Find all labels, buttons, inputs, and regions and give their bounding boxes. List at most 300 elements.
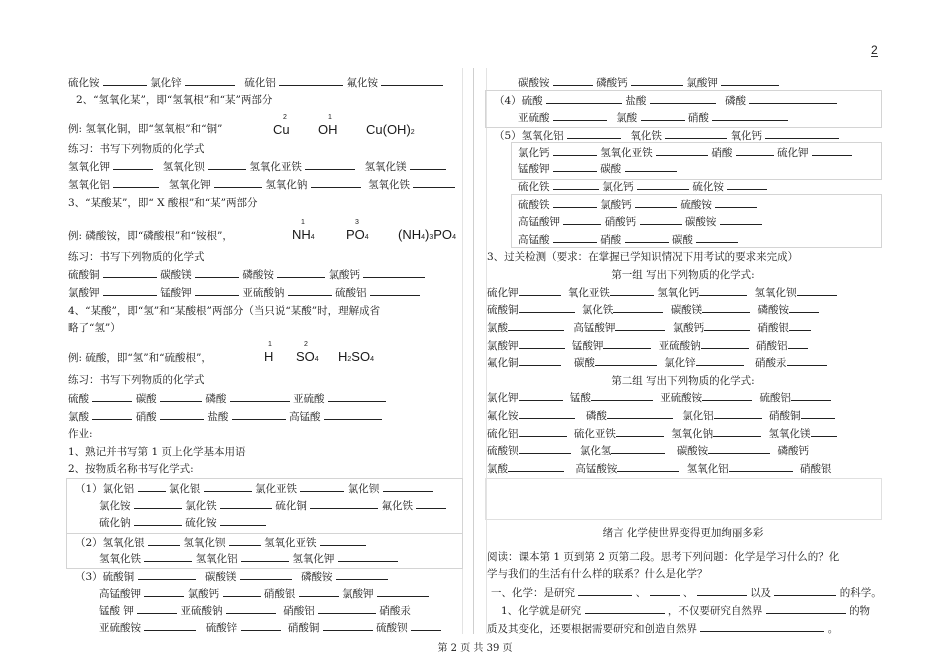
label: 硫化铝	[244, 77, 276, 89]
answer-blank[interactable]	[92, 409, 132, 420]
label: 高锰酸铵	[575, 463, 618, 475]
subscript: 3	[429, 234, 434, 241]
answer-blank[interactable]	[811, 426, 837, 437]
label: 亚硫酸钠	[180, 605, 223, 617]
grp2-row-1	[487, 390, 831, 404]
homework-item-1: 1、熟记并书写第 1 页上化学基本用语	[68, 446, 246, 458]
answer-blank[interactable]	[324, 409, 382, 420]
subscript: 4	[314, 356, 319, 363]
answer-blank[interactable]	[650, 585, 680, 596]
text: 、	[682, 587, 694, 599]
formula-oh: OH	[318, 122, 338, 137]
text: (NH	[398, 227, 422, 242]
answer-blank[interactable]	[635, 197, 677, 208]
label: 硝酸铜	[287, 622, 320, 634]
label: 磷酸	[725, 95, 747, 107]
answer-blank[interactable]	[595, 355, 657, 366]
answer-blank[interactable]	[615, 320, 665, 331]
label: 氯化氢	[579, 445, 612, 457]
section-3-title: 3、过关检测（要求：在掌握已学知识情况下用考试的要求来完成）	[487, 251, 799, 263]
answer-blank[interactable]	[801, 408, 835, 419]
answer-blank[interactable]	[240, 569, 292, 580]
text: SO	[296, 349, 315, 364]
group-2-title: 第二组 写出下列物质的化学式:	[611, 375, 755, 387]
answer-blank[interactable]	[519, 338, 565, 349]
answer-blank[interactable]	[144, 586, 184, 597]
label: 磷酸	[205, 393, 227, 405]
label: 碳酸铵	[518, 77, 550, 89]
label: 碳酸铵	[676, 445, 709, 457]
answer-blank[interactable]	[232, 409, 286, 420]
label: 硝酸银	[263, 588, 296, 600]
formula-h: H	[264, 349, 274, 364]
subscript: 4	[421, 234, 426, 241]
label: 亚硫酸钠	[242, 287, 285, 299]
label: 氢氧化钠	[265, 179, 308, 191]
section-4-title-cont: 略了“氢”）	[68, 322, 121, 334]
answer-blank[interactable]	[567, 128, 621, 139]
label: 磷酸铵	[757, 304, 790, 316]
answer-blank[interactable]	[789, 320, 811, 331]
answer-blank[interactable]	[700, 621, 824, 632]
label: 硝酸	[711, 147, 733, 159]
s3-row-1	[68, 267, 425, 281]
label: 硫酸钡	[376, 622, 408, 634]
label: 锰酸钾	[518, 163, 550, 175]
homework-label: 作业:	[68, 428, 93, 440]
nh4-valence: 1	[301, 219, 305, 226]
label: 氟化铵	[487, 410, 519, 422]
g5-row-7	[518, 232, 738, 246]
answer-blank[interactable]	[519, 426, 567, 437]
label: 磷酸铵	[301, 571, 333, 583]
answer-blank[interactable]	[729, 461, 793, 472]
answer-blank[interactable]	[185, 75, 235, 86]
answer-blank[interactable]	[214, 177, 262, 188]
g5-row-3	[518, 161, 677, 175]
label: 氢氧化钾	[292, 553, 335, 565]
answer-blank[interactable]	[553, 110, 607, 121]
answer-blank[interactable]	[288, 285, 332, 296]
subscript: 4	[310, 234, 315, 241]
answer-blank[interactable]	[704, 320, 750, 331]
label: 氢氧化镁	[768, 428, 811, 440]
answer-blank[interactable]	[411, 620, 441, 631]
label: 亚硫酸	[293, 393, 325, 405]
answer-blank[interactable]	[591, 390, 653, 401]
answer-blank[interactable]	[508, 320, 564, 331]
answer-blank[interactable]	[338, 551, 398, 562]
answer-blank[interactable]	[721, 75, 779, 86]
answer-blank[interactable]	[160, 391, 202, 402]
answer-blank[interactable]	[241, 551, 289, 562]
label: 硫酸	[68, 393, 89, 405]
g5-row-6	[518, 214, 762, 228]
label: 氧化钙	[730, 130, 763, 142]
label: 氢氧化钙	[657, 287, 700, 299]
answer-blank[interactable]	[144, 620, 196, 631]
answer-blank[interactable]	[223, 586, 261, 597]
answer-blank[interactable]	[383, 481, 433, 492]
answer-blank[interactable]	[416, 498, 446, 509]
label: 氧化铁	[630, 130, 662, 142]
label: （5）氢氧化铝	[494, 130, 564, 142]
g2-row-1	[75, 535, 366, 549]
answer-blank[interactable]	[137, 603, 177, 614]
answer-blank[interactable]	[279, 75, 343, 86]
label: 硫化亚铁	[573, 428, 616, 440]
g5-row-1	[494, 128, 839, 142]
answer-blank[interactable]	[720, 214, 762, 225]
label: 碳酸铵	[684, 216, 717, 228]
answer-blank[interactable]	[311, 177, 361, 188]
label: 氢氧化亚铁	[600, 147, 653, 159]
label: 氯化钾	[487, 392, 519, 404]
text: 一、化学：是研究	[491, 587, 575, 599]
answer-blank[interactable]	[148, 535, 180, 546]
answer-blank[interactable]	[546, 93, 622, 104]
grp1-row-3	[487, 320, 811, 334]
answer-blank[interactable]	[625, 232, 669, 243]
answer-blank[interactable]	[553, 179, 599, 190]
label: 硝酸铝	[756, 340, 788, 352]
answer-blank[interactable]	[797, 285, 837, 296]
answer-blank[interactable]	[519, 443, 571, 454]
label: 锰酸	[569, 392, 591, 404]
label: 高锰酸	[518, 234, 550, 246]
answer-blank[interactable]	[519, 390, 563, 401]
s4-row-1	[68, 391, 386, 405]
label: 硝酸	[600, 234, 622, 246]
answer-blank[interactable]	[553, 161, 597, 172]
answer-blank[interactable]	[377, 586, 429, 597]
label: 磷酸	[585, 410, 607, 422]
answer-blank[interactable]	[736, 145, 774, 156]
label: 氯酸钾	[686, 77, 718, 89]
answer-blank[interactable]	[553, 75, 593, 86]
answer-blank[interactable]	[791, 390, 831, 401]
label: 氢氧化钡	[183, 537, 226, 549]
text: PO	[433, 227, 453, 242]
answer-blank[interactable]	[318, 603, 376, 614]
label: 碳酸镁	[160, 269, 192, 281]
label: 硫酸铵	[680, 199, 712, 211]
label: 硫酸铝	[759, 392, 792, 404]
s2-row-2	[68, 177, 455, 191]
answer-blank[interactable]	[103, 75, 147, 86]
label: 锰酸钾	[571, 340, 604, 352]
section-4-title: 4、“某酸”，即“氢”和“某酸根”两部分（当只说“某酸”时，理解成省	[68, 305, 381, 317]
answer-blank[interactable]	[113, 177, 159, 188]
label: 氢氧化钾	[168, 179, 211, 191]
h-valence: 1	[268, 341, 272, 348]
answer-blank[interactable]	[138, 481, 166, 492]
label: 硝酸银	[757, 322, 790, 334]
text: SO	[351, 349, 371, 364]
answer-blank[interactable]	[563, 214, 601, 225]
label: 盐酸	[207, 411, 229, 423]
answer-blank[interactable]	[519, 408, 575, 419]
practice-label: 练习：书写下列物质的化学式	[68, 143, 205, 155]
answer-blank[interactable]	[370, 285, 420, 296]
answer-blank[interactable]	[363, 267, 425, 278]
answer-blank[interactable]	[812, 145, 852, 156]
answer-blank[interactable]	[310, 498, 378, 509]
question-1	[491, 585, 882, 599]
answer-blank[interactable]	[774, 585, 836, 596]
oh-valence: 1	[328, 114, 332, 121]
answer-blank[interactable]	[696, 232, 738, 243]
answer-blank[interactable]	[766, 603, 846, 614]
label: 氯酸钾	[487, 340, 519, 352]
subscript: 2	[410, 129, 415, 136]
answer-blank[interactable]	[413, 177, 455, 188]
label: 锰酸钾	[160, 287, 192, 299]
answer-blank[interactable]	[220, 498, 272, 509]
text: ，不仅要研究自然界	[667, 605, 763, 617]
answer-blank[interactable]	[637, 179, 689, 190]
label: 磷酸钙	[596, 77, 628, 89]
label: 氢氧化铝	[68, 179, 110, 191]
answer-blank[interactable]	[138, 569, 196, 580]
answer-blank[interactable]	[610, 285, 654, 296]
answer-blank[interactable]	[305, 159, 355, 170]
grp1-row-2	[487, 302, 819, 316]
answer-blank[interactable]	[713, 426, 761, 437]
label: 氯化钙	[602, 181, 634, 193]
answer-blank[interactable]	[603, 338, 651, 349]
label: 氯酸	[616, 112, 638, 124]
answer-blank[interactable]	[410, 159, 446, 170]
answer-blank[interactable]	[625, 161, 677, 172]
homework-item-2: 2、按物质名称书写化学式:	[68, 463, 194, 475]
label: 氯酸钾	[342, 588, 374, 600]
answer-blank[interactable]	[323, 620, 373, 631]
text: H	[338, 349, 348, 364]
answer-blank[interactable]	[553, 197, 597, 208]
label: 硫化铜	[275, 500, 307, 512]
label: 氟化铵	[346, 77, 379, 89]
blank-box	[485, 478, 882, 520]
g1-row-1	[75, 481, 433, 495]
label: 氯化钡	[347, 483, 380, 495]
answer-blank[interactable]	[640, 214, 682, 225]
label: 盐酸	[625, 95, 647, 107]
answer-blank[interactable]	[195, 267, 239, 278]
label: 氢氧化铝	[686, 463, 729, 475]
answer-blank[interactable]	[230, 391, 290, 402]
answer-blank[interactable]	[788, 338, 808, 349]
answer-blank[interactable]	[607, 408, 673, 419]
label: 硫化铝	[487, 428, 519, 440]
answer-blank[interactable]	[208, 159, 246, 170]
label: （3）硫酸铜	[75, 571, 135, 583]
label: 氢氧化钡	[754, 287, 797, 299]
answer-blank[interactable]	[300, 481, 344, 492]
practice-label: 练习：书写下列物质的化学式	[68, 251, 205, 263]
label: 氢氧化亚铁	[264, 537, 317, 549]
label: 氢氧化钠	[671, 428, 714, 440]
label: 氢氧化亚铁	[249, 161, 302, 173]
label: 氯化锌	[664, 357, 696, 369]
answer-blank[interactable]	[92, 391, 132, 402]
answer-blank[interactable]	[702, 302, 750, 313]
label: 亚硫酸	[518, 112, 550, 124]
section-4-example: 例: 硫酸，即“氢”和“硫酸根”，	[68, 352, 212, 364]
label: 硫酸铜	[487, 304, 519, 316]
answer-blank[interactable]	[787, 355, 827, 366]
answer-blank[interactable]	[134, 515, 182, 526]
answer-blank[interactable]	[519, 355, 561, 366]
label: 碳酸	[135, 393, 157, 405]
text: NH	[292, 227, 311, 242]
answer-blank[interactable]	[277, 267, 325, 278]
subscript: 4	[364, 234, 369, 241]
formula-nh4	[292, 227, 315, 242]
subscript: 4	[452, 234, 456, 241]
label: 氯化银	[168, 483, 201, 495]
formula-cuoh2	[366, 122, 415, 137]
label: 硫化铁	[518, 181, 550, 193]
intro-title: 绪言 化学使世界变得更加绚丽多彩	[602, 527, 764, 539]
text: 1、化学就是研究	[501, 605, 582, 617]
answer-blank[interactable]	[613, 302, 663, 313]
answer-blank[interactable]	[617, 461, 679, 472]
label: 硝酸汞	[755, 357, 787, 369]
label: （4）硫酸	[494, 95, 543, 107]
answer-blank[interactable]	[714, 408, 762, 419]
formula-so4	[296, 349, 319, 364]
label: 氢氧化铝	[195, 553, 238, 565]
answer-blank[interactable]	[519, 285, 561, 296]
formula-h2so4	[338, 349, 374, 364]
answer-blank[interactable]	[789, 302, 819, 313]
answer-blank[interactable]	[702, 390, 752, 401]
answer-blank[interactable]	[701, 338, 749, 349]
answer-blank[interactable]	[134, 498, 182, 509]
answer-blank[interactable]	[749, 93, 837, 104]
left-row-1	[68, 75, 443, 89]
label: 硝酸	[135, 411, 157, 423]
label: 硝酸银	[800, 463, 832, 475]
answer-blank[interactable]	[160, 409, 204, 420]
label: 氟化铜	[487, 357, 519, 369]
label: 碳酸	[573, 357, 595, 369]
answer-blank[interactable]	[103, 285, 157, 296]
g5-row-5	[518, 197, 757, 211]
section-2-title: 2、“氢氧化某”，即“氢氧根”和“某”两部分	[76, 94, 273, 106]
answer-blank[interactable]	[381, 75, 443, 86]
answer-blank[interactable]	[241, 620, 281, 631]
g3-row-1	[75, 569, 388, 583]
g5-row-2	[518, 145, 852, 159]
answer-blank[interactable]	[578, 585, 632, 596]
page-number: 2	[871, 43, 878, 57]
text: Cu(OH)	[366, 122, 411, 137]
answer-blank[interactable]	[765, 128, 839, 139]
answer-blank[interactable]	[220, 515, 266, 526]
text: 。	[827, 623, 839, 635]
answer-blank[interactable]	[585, 603, 665, 614]
label: 硫化铵	[185, 517, 217, 529]
practice-label: 练习：书写下列物质的化学式	[68, 374, 205, 386]
label: 氟化铁	[381, 500, 414, 512]
g3-row-4	[99, 620, 441, 634]
label: 氧化亚铁	[567, 287, 610, 299]
question-1-1	[501, 603, 870, 617]
label: 硫化铵	[68, 77, 100, 89]
answer-blank[interactable]	[697, 585, 747, 596]
answer-blank[interactable]	[611, 443, 665, 454]
label: 氯酸	[487, 463, 508, 475]
g3-row-2	[99, 586, 429, 600]
answer-blank[interactable]	[715, 197, 757, 208]
answer-blank[interactable]	[508, 461, 564, 472]
section-3-title: 3、“某酸某”，即“ X 酸根”和“某”两部分	[68, 197, 258, 209]
formula-nh4-3-po4	[398, 227, 456, 242]
answer-blank[interactable]	[553, 232, 597, 243]
answer-blank[interactable]	[229, 535, 261, 546]
label: 磷酸铵	[242, 269, 274, 281]
answer-blank[interactable]	[195, 285, 239, 296]
answer-blank[interactable]	[113, 159, 153, 170]
answer-blank[interactable]	[616, 426, 664, 437]
answer-blank[interactable]	[727, 179, 767, 190]
answer-blank[interactable]	[631, 75, 683, 86]
subscript: 2	[347, 356, 352, 363]
label: 硫酸铝	[335, 287, 367, 299]
label: 硝酸钙	[604, 216, 637, 228]
answer-blank[interactable]	[656, 145, 708, 156]
label: 硫酸钡	[487, 445, 519, 457]
g4-row-2	[518, 110, 788, 124]
answer-blank[interactable]	[320, 535, 366, 546]
label: （1）氯化铝	[75, 483, 135, 495]
g5-row-4	[518, 179, 767, 193]
reading-line-2: 学与我们的生活有什么样的联系？什么是化学？	[487, 568, 708, 580]
answer-blank[interactable]	[650, 93, 716, 104]
answer-blank[interactable]	[708, 443, 770, 454]
label: 硝酸铝	[283, 605, 315, 617]
answer-blank[interactable]	[204, 481, 252, 492]
answer-blank[interactable]	[336, 569, 388, 580]
label: 碳酸	[600, 163, 622, 175]
answer-blank[interactable]	[696, 355, 744, 366]
label: 碳酸	[671, 234, 693, 246]
label: 氯化锌	[150, 77, 182, 89]
s3-row-2	[68, 285, 420, 299]
answer-blank[interactable]	[328, 391, 386, 402]
answer-blank[interactable]	[299, 586, 339, 597]
label: 氯酸	[68, 411, 89, 423]
answer-blank[interactable]	[144, 551, 192, 562]
answer-blank[interactable]	[226, 603, 276, 614]
label: 锰酸 钾	[99, 605, 134, 617]
answer-blank[interactable]	[553, 145, 597, 156]
answer-blank[interactable]	[699, 285, 747, 296]
label: 硝酸	[687, 112, 709, 124]
answer-blank[interactable]	[641, 110, 685, 121]
answer-blank[interactable]	[519, 302, 575, 313]
answer-blank[interactable]	[712, 110, 788, 121]
g1-row-3	[99, 515, 266, 529]
grp2-row-5	[487, 461, 832, 475]
po4-valence: 3	[355, 219, 359, 226]
answer-blank[interactable]	[665, 128, 727, 139]
text: 的科学。	[839, 587, 882, 599]
answer-blank[interactable]	[103, 267, 157, 278]
formula-po4	[346, 227, 369, 242]
